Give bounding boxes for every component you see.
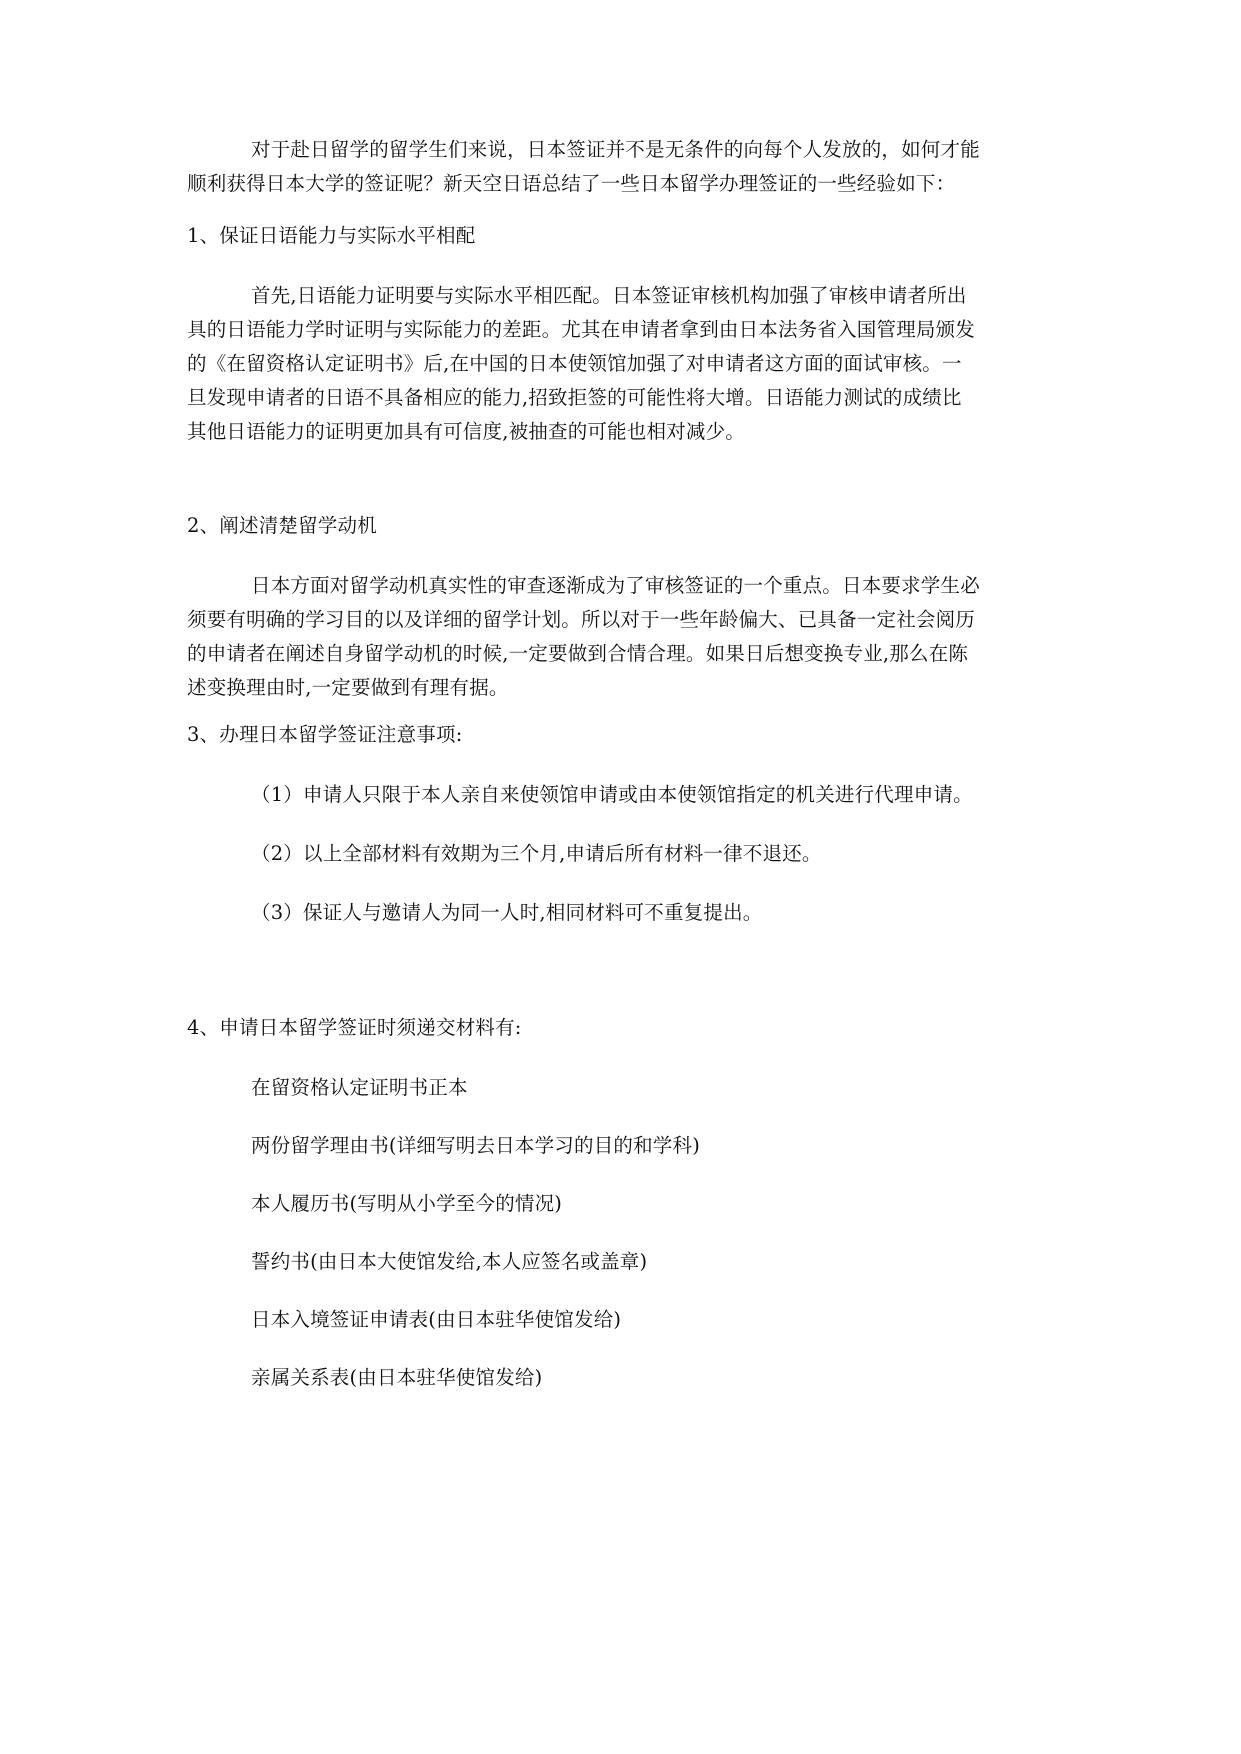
intro-line: 顺利获得日本大学的签证呢？新天空日语总结了一些日本留学办理签证的一些经验如下： [187,172,956,195]
section-2-paragraph [187,569,1057,705]
material-item: 誓约书(由日本大使馆发给,本人应签名或盖章) [251,1250,648,1273]
section-2-line: 的申请者在阐述自身留学动机的时候,一定要做到合情合理。如果日后想变换专业,那么在陈 [187,642,969,665]
section-3-item: （1）申请人只限于本人亲自来使领馆申请或由本使领馆指定的机关进行代理申请。 [251,783,973,806]
section-1-line: 旦发现申请者的日语不具备相应的能力,招致拒签的可能性将大增。日语能力测试的成绩比 [187,386,962,409]
material-item: 在留资格认定证明书正本 [251,1076,468,1099]
section-1-line: 其他日语能力的证明更加具有可信度,被抽查的可能也相对减少。 [187,420,745,443]
section-1-line: 具的日语能力学时证明与实际能力的差距。尤其在申请者拿到由日本法务省入国管理局颁发 [187,318,976,341]
material-item: 亲属关系表(由日本驻华使馆发给) [251,1366,543,1389]
section-3-heading: 3、办理日本留学签证注意事项: [187,723,463,746]
material-item: 本人履历书(写明从小学至今的情况) [251,1192,563,1215]
intro-paragraph [187,133,1057,201]
section-1-line: 首先,日语能力证明要与实际水平相匹配。日本签证审核机构加强了审核申请者所出 [251,284,967,307]
section-3-item: （3）保证人与邀请人为同一人时,相同材料可不重复提出。 [251,901,763,924]
section-2-heading: 2、阐述清楚留学动机 [187,514,377,537]
intro-line: 对于赴日留学的留学生们来说，日本签证并不是无条件的向每个人发放的，如何才能 [251,138,980,161]
section-1-heading: 1、保证日语能力与实际水平相配 [187,224,476,247]
material-item: 日本入境签证申请表(由日本驻华使馆发给) [251,1308,622,1331]
section-1-line: 的《在留资格认定证明书》后,在中国的日本使领馆加强了对申请者这方面的面试审核。一 [187,352,962,375]
section-3-item: （2）以上全部材料有效期为三个月,申请后所有材料一律不退还。 [251,842,822,865]
section-2-line: 须要有明确的学习目的以及详细的留学计划。所以对于一些年龄偏大、已具备一定社会阅历 [187,608,976,631]
section-1-paragraph [187,279,1057,449]
section-2-line: 日本方面对留学动机真实性的审查逐渐成为了审核签证的一个重点。日本要求学生必 [251,574,980,597]
section-4-heading: 4、申请日本留学签证时须递交材料有: [187,1016,522,1039]
section-2-line: 述变换理由时,一定要做到有理有据。 [187,676,509,699]
material-item: 两份留学理由书(详细写明去日本学习的目的和学科) [251,1134,701,1157]
